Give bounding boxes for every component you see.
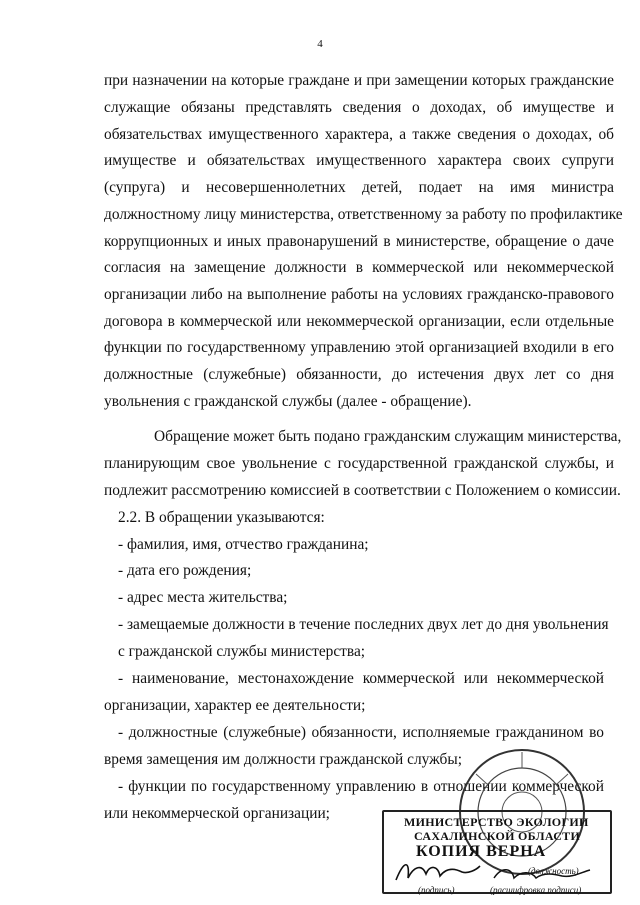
stamp-line-3: КОПИЯ ВЕРНА bbox=[416, 843, 547, 860]
text-line: организации либо на выполнение работы на условиях гражданско-правового bbox=[104, 286, 614, 303]
list-item: - адрес места жительства; bbox=[118, 589, 288, 606]
stamp-line-1: МИНИСТЕРСТВО ЭКОЛОГИИ bbox=[404, 815, 589, 829]
list-item: - замещаемые должности в течение последних двух лет до дня увольнения bbox=[118, 616, 609, 633]
stamp-caption-signature: (подпись) bbox=[418, 885, 455, 895]
stamp-line-2: САХАЛИНСКОЙ ОБЛАСТИ bbox=[414, 829, 581, 843]
text-line: увольнения с гражданской службы (далее - обращение). bbox=[104, 393, 472, 410]
text-line: обязательствах имущественного характера, а также сведения о доходах, об bbox=[104, 126, 614, 143]
list-item-continuation: организации, характер ее деятельности; bbox=[104, 697, 366, 714]
text-line: (супруга) и несовершеннолетних детей, подает на имя министра bbox=[104, 179, 614, 196]
list-item: - дата его рождения; bbox=[118, 562, 252, 579]
handwritten-signature-icon bbox=[492, 864, 592, 886]
text-line: договора в коммерческой или некоммерческой организации, если отдельные bbox=[104, 313, 614, 330]
list-item: - наименование, местонахождение коммерческой или некоммерческой bbox=[118, 670, 604, 687]
text-line: при назначении на которые граждане и при замещении которых гражданские bbox=[104, 72, 614, 89]
list-item-continuation: с гражданской службы министерства; bbox=[118, 643, 366, 660]
text-line: планирующим свое увольнение с государственной гражданской службы, и bbox=[104, 455, 614, 472]
text-line: согласия на замещение должности в коммерческой или некоммерческой bbox=[104, 259, 614, 276]
text-line: служащие обязаны представлять сведения о доходах, об имуществе и bbox=[104, 99, 614, 116]
text-line: Обращение может быть подано гражданским служащим министерства, bbox=[154, 428, 622, 445]
list-item: - фамилия, имя, отчество гражданина; bbox=[118, 536, 369, 553]
text-line: коррупционных и иных правонарушений в министерстве, обращение о даче bbox=[104, 233, 614, 250]
section-heading: 2.2. В обращении указываются: bbox=[118, 509, 325, 526]
page-number: 4 bbox=[317, 38, 323, 50]
stamp-caption-decoding: (расшифровка подписи) bbox=[490, 885, 582, 895]
text-line: должностные (служебные) обязанности, до истечения двух лет со дня bbox=[104, 366, 614, 383]
text-line: имуществе и обязательствах имущественного характера своих супруги bbox=[104, 152, 614, 169]
list-item-continuation: или некоммерческой организации; bbox=[104, 805, 330, 822]
text-line: должностному лицу министерства, ответственному за работу по профилактике bbox=[104, 206, 623, 223]
handwritten-signature-icon bbox=[392, 856, 482, 886]
list-item-continuation: время замещения им должности гражданской службы; bbox=[104, 751, 462, 768]
text-line: подлежит рассмотрению комиссией в соответствии с Положением о комиссии. bbox=[104, 482, 621, 499]
text-line: функции по государственному управлению этой организацией входили в его bbox=[104, 339, 614, 356]
list-item: - должностные (служебные) обязанности, исполняемые гражданином во bbox=[118, 724, 604, 741]
list-item: - функции по государственному управлению в отношении коммерческой bbox=[118, 778, 604, 795]
stamp-caption-position: (должность) bbox=[528, 866, 579, 876]
